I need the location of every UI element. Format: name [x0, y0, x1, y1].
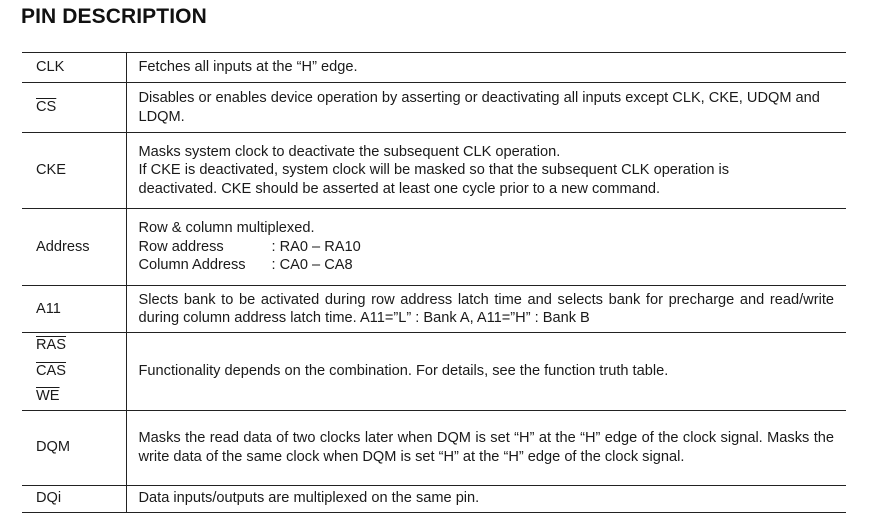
pin-name-text: CKE	[36, 162, 67, 179]
table-row-dqi	[22, 485, 846, 512]
pin-name	[22, 333, 126, 411]
pin-name-text: CLK	[36, 59, 65, 76]
pin-description	[126, 53, 846, 83]
pin-name	[22, 83, 126, 133]
table-row-ras-cas-we	[22, 333, 846, 411]
pin-description	[126, 83, 846, 133]
pin-name	[22, 53, 126, 83]
pin-name-text: A11	[36, 300, 61, 317]
pin-description	[126, 209, 846, 286]
pin-description-text: Disables or enables device operation by asserting or deactivating all inputs except CLK, CKE, UDQM and LDQM.	[138, 90, 820, 125]
pin-description-line: deactivated. CKE should be asserted at least one cycle prior to a new command.	[138, 180, 661, 197]
table-row-clk	[22, 53, 846, 83]
table-row-address	[22, 209, 846, 286]
pin-description	[126, 410, 846, 485]
pin-description-text: Data inputs/outputs are multiplexed on the same pin.	[138, 490, 480, 507]
pin-description	[126, 485, 846, 512]
pin-description-text: Functionality depends on the combination. For details, see the function truth table.	[138, 363, 669, 379]
address-range-row	[139, 238, 835, 257]
page-title: PIN DESCRIPTION	[21, 5, 207, 28]
table-row-cs	[22, 83, 846, 133]
pin-name-ras: $\overline{RAS}$	[36, 337, 67, 353]
address-range-value: : RA0 – RA10	[271, 238, 361, 255]
pin-name-text: DQi	[36, 490, 62, 507]
pin-description-table	[22, 52, 846, 513]
pin-description-text: Slects bank to be activated during row address latch time and selects bank for precharge and read/write during column address latch time. A11=”L” : Bank A, A11=”H” : Bank B	[138, 291, 834, 326]
pin-name-text: DQM	[36, 439, 71, 456]
pin-description-text: Masks the read data of two clocks later when DQM is set “H” at the “H” edge of the clock signal. Masks the write data of the same clock when DQM is set “H” at the “H” edge of the clock signal.	[138, 430, 834, 465]
pin-name-text: $\overline{CS}$	[36, 99, 57, 116]
pin-name	[22, 133, 126, 209]
pin-description	[126, 133, 846, 209]
pin-name	[22, 286, 126, 333]
pin-description-text: Fetches all inputs at the “H” edge.	[138, 59, 358, 76]
pin-description-line: Row & column multiplexed.	[138, 220, 315, 237]
pin-name-text: Address	[36, 238, 90, 255]
pin-name-we: $\overline{WE}$	[36, 388, 60, 404]
address-range-label: Row address	[138, 238, 224, 255]
pin-name	[22, 209, 126, 286]
pin-description	[126, 286, 846, 333]
pin-name	[22, 410, 126, 485]
table-row-cke	[22, 133, 846, 209]
pin-description-line: Masks system clock to deactivate the subsequent CLK operation.	[138, 143, 561, 160]
pin-name-cas: $\overline{CAS}$	[36, 362, 67, 379]
address-range-value: : CA0 – CA8	[271, 257, 353, 274]
table-row-dqm	[22, 410, 846, 485]
pin-description	[126, 333, 846, 411]
pin-name	[22, 485, 126, 512]
pin-description-line: If CKE is deactivated, system clock will be masked so that the subsequent CLK operation is	[138, 162, 730, 179]
address-range-column	[139, 256, 835, 275]
address-range-label: Column Address	[138, 257, 246, 274]
table-row-a11	[22, 286, 846, 333]
